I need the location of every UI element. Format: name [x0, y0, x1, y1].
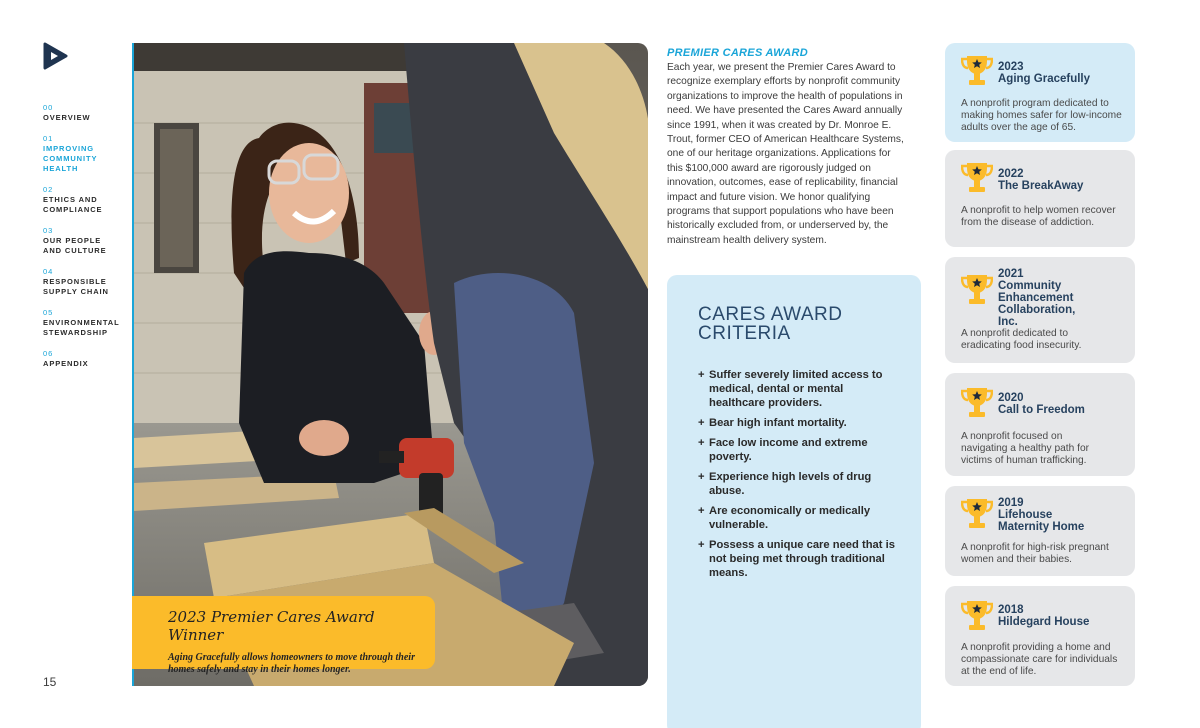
page-number: 15 [43, 675, 57, 689]
caption-title: 2023 Premier Cares Award Winner [168, 608, 375, 644]
nav-label: OVERVIEW [43, 113, 91, 122]
award-description: A nonprofit program dedicated to making homes safer for low-income adults over the age of 65. [961, 98, 1122, 133]
nav-number: 02 [43, 185, 54, 194]
criteria-item: + Are economically or medically vulnerable. [698, 505, 871, 531]
trophy-icon [961, 160, 993, 194]
volunteers-photo [132, 43, 648, 686]
award-year: 2018 [998, 604, 1024, 616]
nav-number: 06 [43, 349, 54, 358]
intro-paragraph: Each year, we present the Premier Cares Award to recognize exemplary efforts by nonprofit community organizations to improve the health of populations in need. We have presented the Cares Award annually since 1991, when it was created by Dr. Monroe E. Trout, former CEO of American Healthcare Systems, one of our heritage organizations. Applications for this $100,000 award are rigorously judged on innovation, outcomes, ease of replicability, financial impact and future vision. We honor qualifying programs that support populations who have been historically excluded from, or underserved by, the mainstream health delivery system. [667, 62, 904, 246]
plus-icon: + [698, 471, 705, 483]
plus-icon: + [698, 539, 705, 551]
award-year: 2023 [998, 61, 1024, 73]
nav-item-improving-community-health[interactable] [43, 134, 123, 174]
nav-number: 01 [43, 134, 54, 143]
nav-item-responsible-supply-chain[interactable] [43, 267, 123, 297]
plus-icon: + [698, 417, 705, 429]
nav-item-environmental-stewardship[interactable] [43, 308, 123, 338]
section-nav [43, 103, 123, 380]
nav-number: 03 [43, 226, 54, 235]
award-year: 2019 [998, 497, 1024, 509]
nav-number: 04 [43, 267, 54, 276]
trophy-icon [961, 272, 993, 306]
nav-label: ENVIRONMENTAL STEWARDSHIP [43, 318, 120, 337]
award-year: 2021 [998, 268, 1024, 280]
plus-icon: + [698, 437, 705, 449]
criteria-box [667, 275, 921, 728]
award-description: A nonprofit to help women recover from the disease of addiction. [961, 205, 1116, 228]
nav-item-overview[interactable] [43, 103, 123, 123]
nav-number: 00 [43, 103, 54, 112]
criteria-item: + Possess a unique care need that is not being met through traditional means. [698, 539, 895, 579]
plus-icon: + [698, 505, 705, 517]
award-description: A nonprofit providing a home and compassionate care for individuals at the end of life. [961, 642, 1118, 677]
nav-label: OUR PEOPLE AND CULTURE [43, 236, 107, 255]
award-year: 2022 [998, 168, 1024, 180]
award-description: A nonprofit dedicated to eradicating food insecurity. [961, 328, 1082, 351]
criteria-item: + Suffer severely limited access to medical, dental or mental healthcare providers. [698, 369, 883, 409]
award-name: The BreakAway [998, 180, 1084, 192]
award-card-2022 [945, 150, 1135, 247]
nav-label: IMPROVING COMMUNITY HEALTH [43, 144, 98, 173]
trophy-icon [961, 385, 993, 419]
criteria-item: + Face low income and extreme poverty. [698, 437, 868, 463]
award-description: A nonprofit for high-risk pregnant women and their babies. [961, 542, 1109, 565]
award-card-2019 [945, 486, 1135, 576]
award-name: Lifehouse Maternity Home [998, 509, 1085, 533]
award-winner-caption [132, 596, 435, 675]
intro-section [667, 46, 907, 248]
trophy-icon [961, 598, 993, 632]
nav-label: APPENDIX [43, 359, 89, 368]
caption-text: Aging Gracefully allows homeowners to move through their homes safely and stay in their homes longer. [168, 652, 415, 675]
trophy-icon [961, 53, 993, 87]
criteria-list [698, 368, 901, 580]
premier-logo-icon[interactable] [42, 42, 68, 70]
award-card-2018 [945, 586, 1135, 686]
award-name: Aging Gracefully [998, 73, 1091, 85]
nav-item-appendix[interactable] [43, 349, 123, 369]
nav-label: RESPONSIBLE SUPPLY CHAIN [43, 277, 109, 296]
award-name: Hildegard House [998, 616, 1090, 628]
award-card-2023 [945, 43, 1135, 142]
award-card-2021 [945, 257, 1135, 363]
plus-icon: + [698, 369, 705, 381]
award-card-2020 [945, 373, 1135, 476]
criteria-item: + Experience high levels of drug abuse. [698, 471, 872, 497]
award-name: Community Enhancement Collaboration, Inc. [998, 280, 1076, 328]
nav-number: 05 [43, 308, 54, 317]
nav-label: ETHICS AND COMPLIANCE [43, 195, 103, 214]
criteria-title: CARES AWARD CRITERIA [698, 304, 843, 344]
award-description: A nonprofit focused on navigating a healthy path for victims of human trafficking. [961, 431, 1090, 466]
trophy-icon [961, 496, 993, 530]
award-year: 2020 [998, 392, 1024, 404]
nav-item-our-people-and-culture[interactable] [43, 226, 123, 256]
criteria-item: + Bear high infant mortality. [698, 417, 847, 429]
award-name: Call to Freedom [998, 404, 1085, 416]
nav-item-ethics-and-compliance[interactable] [43, 185, 123, 215]
section-heading: PREMIER CARES AWARD [667, 47, 808, 59]
